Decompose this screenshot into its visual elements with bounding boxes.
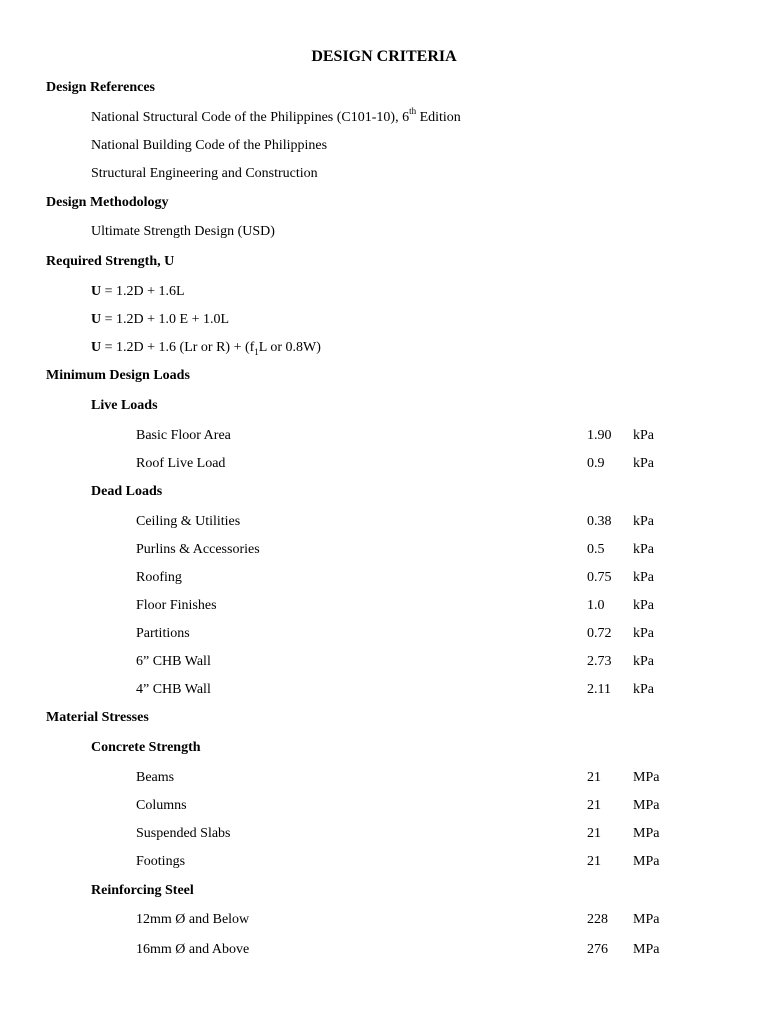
material-row-label: 16mm Ø and Above (136, 942, 250, 957)
combo-variable: U (91, 340, 102, 355)
load-row-value: 0.38 (587, 514, 612, 529)
reference-item: National Building Code of the Philippines (91, 138, 328, 153)
methodology-item: Ultimate Strength Design (USD) (91, 224, 275, 239)
load-row-value: 0.5 (587, 542, 605, 557)
section-heading-design-references: Design References (46, 80, 155, 95)
material-row-label: Footings (136, 854, 186, 869)
load-row-unit: kPa (633, 654, 654, 669)
load-row-value: 0.75 (587, 570, 612, 585)
material-row-value: 228 (587, 912, 608, 927)
load-row-unit: kPa (633, 598, 654, 613)
load-row-value: 0.72 (587, 626, 612, 641)
subheading-dead-loads: Dead Loads (91, 484, 163, 499)
load-row-value: 0.9 (587, 456, 605, 471)
load-row-unit: kPa (633, 514, 654, 529)
reference-text-suffix: Edition (416, 110, 461, 125)
combo-expression-suffix: L or 0.8W) (258, 340, 321, 355)
section-heading-required-strength: Required Strength, U (46, 254, 175, 269)
material-row-unit: MPa (633, 942, 660, 957)
subheading-concrete-strength: Concrete Strength (91, 740, 201, 755)
reference-text: National Structural Code of the Philippines (C101-10), 6 (91, 110, 410, 125)
section-heading-material-stresses: Material Stresses (46, 710, 149, 725)
load-row-unit: kPa (633, 626, 654, 641)
combo-expression: = 1.2D + 1.6L (101, 284, 185, 299)
load-row-value: 1.90 (587, 428, 612, 443)
load-combination (91, 312, 229, 328)
material-row-unit: MPa (633, 798, 660, 813)
load-row-unit: kPa (633, 428, 654, 443)
combo-variable: U (91, 284, 102, 299)
load-row-unit: kPa (633, 456, 654, 471)
material-row-value: 21 (587, 854, 601, 869)
load-row-label: 6” CHB Wall (136, 654, 211, 669)
load-row-value: 2.73 (587, 654, 612, 669)
section-heading-minimum-design-loads: Minimum Design Loads (46, 368, 190, 383)
material-row-label: 12mm Ø and Below (136, 912, 250, 927)
section-heading-design-methodology: Design Methodology (46, 195, 169, 210)
load-row-unit: kPa (633, 570, 654, 585)
material-row-unit: MPa (633, 912, 660, 927)
load-row-unit: kPa (633, 682, 654, 697)
material-row-label: Columns (136, 798, 187, 813)
subheading-live-loads: Live Loads (91, 398, 158, 413)
material-row-label: Suspended Slabs (136, 826, 231, 841)
load-row-label: Partitions (136, 626, 190, 641)
combo-expression: = 1.2D + 1.6 (Lr or R) + (f (101, 340, 255, 355)
load-row-value: 1.0 (587, 598, 605, 613)
load-row-unit: kPa (633, 542, 654, 557)
load-combination (91, 340, 321, 356)
load-row-label: Roofing (136, 570, 182, 585)
load-row-label: Basic Floor Area (136, 428, 231, 443)
material-row-unit: MPa (633, 854, 660, 869)
page-title: DESIGN CRITERIA (311, 48, 457, 65)
combo-expression: = 1.2D + 1.0 E + 1.0L (101, 312, 230, 327)
reference-item (91, 106, 461, 126)
material-row-value: 21 (587, 798, 601, 813)
material-row-value: 276 (587, 942, 608, 957)
superscript: th (409, 106, 417, 117)
load-combination (91, 284, 185, 300)
load-row-label: Floor Finishes (136, 598, 217, 613)
subscript: 1 (254, 346, 259, 357)
reference-item: Structural Engineering and Construction (91, 166, 318, 181)
material-row-unit: MPa (633, 826, 660, 841)
load-row-label: Roof Live Load (136, 456, 226, 471)
load-row-value: 2.11 (587, 682, 611, 697)
load-row-label: Purlins & Accessories (136, 542, 260, 557)
subheading-reinforcing-steel: Reinforcing Steel (91, 883, 194, 898)
material-row-label: Beams (136, 770, 175, 785)
material-row-value: 21 (587, 770, 601, 785)
load-row-label: Ceiling & Utilities (136, 514, 241, 529)
load-row-label: 4” CHB Wall (136, 682, 211, 697)
combo-variable: U (91, 312, 102, 327)
material-row-unit: MPa (633, 770, 660, 785)
material-row-value: 21 (587, 826, 601, 841)
